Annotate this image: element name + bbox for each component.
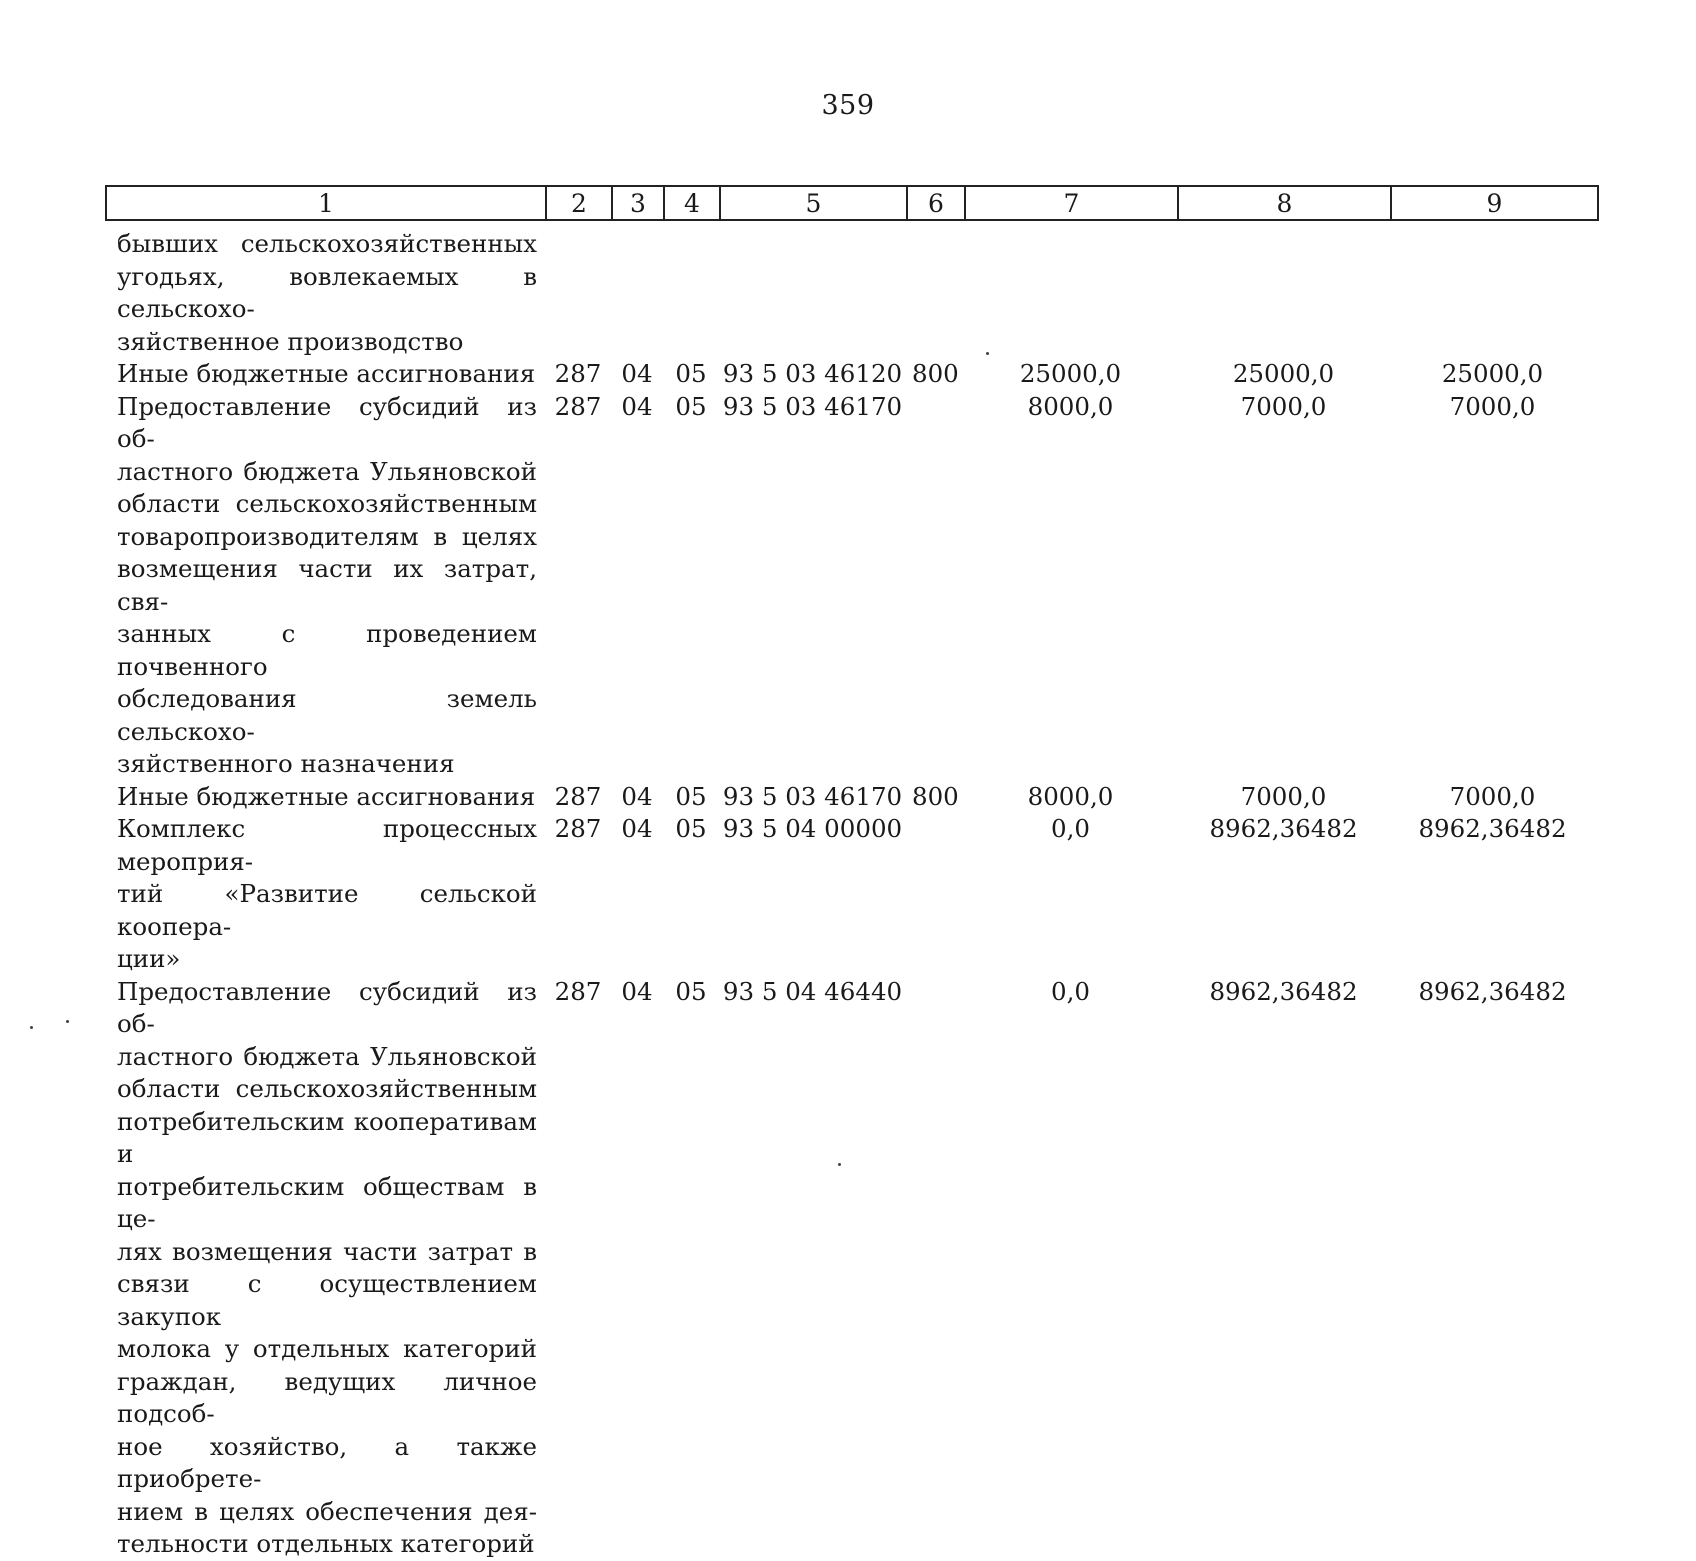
row-subsection-code: 05 xyxy=(675,359,707,388)
row-amount-col-9: 7000,0 xyxy=(1449,781,1536,811)
row-name-line: товаропроизводителям в целях xyxy=(117,521,537,551)
row-name-line: ции» xyxy=(117,944,181,973)
table-row xyxy=(105,976,1595,1561)
table-row xyxy=(105,781,1595,814)
header-col-6: 6 xyxy=(908,187,966,219)
row-name xyxy=(105,358,545,391)
row-amount-col-8: 7000,0 xyxy=(1240,391,1327,421)
scan-speck xyxy=(30,1026,33,1029)
row-name-line: угодьях, вовлекаемых в сельскохо- xyxy=(117,261,537,323)
row-name-line: бывших сельскохозяйственных xyxy=(117,229,537,258)
table-body xyxy=(105,228,1595,1561)
row-expense-type: 800 xyxy=(912,781,959,811)
row-section-code: 04 xyxy=(621,391,653,421)
row-name-line: Комплекс процессных мероприя- xyxy=(117,814,537,876)
row-target-code: 93 5 03 46170 xyxy=(722,391,903,421)
table-row xyxy=(105,358,1595,391)
table-row xyxy=(105,391,1595,781)
row-subsection-code: 05 xyxy=(675,391,707,421)
row-name-line: занных с проведением почвенного xyxy=(117,619,537,681)
row-name-line: связи с осуществлением закупок xyxy=(117,1269,537,1331)
row-amount-col-9: 7000,0 xyxy=(1449,391,1536,421)
header-col-9: 9 xyxy=(1486,188,1503,218)
header-col-3: 3 xyxy=(613,187,665,219)
header-col-1: 1 xyxy=(107,187,547,219)
row-name xyxy=(105,781,545,814)
row-name-line: зяйственное производство xyxy=(117,326,464,356)
row-name xyxy=(105,391,545,781)
row-amount-col-7: 25000,0 xyxy=(1019,359,1122,388)
header-col-5: 5 xyxy=(721,187,908,219)
row-name-line: лях возмещения части затрат в xyxy=(117,1236,537,1266)
row-name xyxy=(105,228,545,358)
row-amount-col-7: 8000,0 xyxy=(1027,391,1114,421)
row-name-line: зяйственного назначения xyxy=(117,749,455,778)
row-section-code: 04 xyxy=(621,976,653,1006)
row-amount-col-8: 7000,0 xyxy=(1240,781,1327,811)
row-name-line: граждан, ведущих личное подсоб- xyxy=(117,1366,537,1428)
row-name-line: тий «Развитие сельской коопера- xyxy=(117,879,537,941)
row-amount-col-7: 0,0 xyxy=(1051,976,1090,1006)
row-name-line: тельности отдельных категорий xyxy=(117,1529,535,1558)
row-name-line: возмещения части их затрат, свя- xyxy=(117,554,537,616)
row-name xyxy=(105,813,545,976)
row-name-line: Иные бюджетные ассигнования xyxy=(117,359,536,388)
row-name-line: ластного бюджета Ульяновской xyxy=(117,1041,537,1071)
header-col-8: 8 xyxy=(1179,187,1392,219)
row-amount-col-7: 8000,0 xyxy=(1027,781,1114,811)
row-name-line: обследования земель сельскохо- xyxy=(117,684,537,746)
row-ministry-code: 287 xyxy=(554,391,602,421)
row-name-line: Предоставление субсидий из об- xyxy=(117,391,537,453)
scan-speck xyxy=(66,1020,69,1023)
row-expense-type: 800 xyxy=(912,359,959,388)
row-name-line: молока у отдельных категорий xyxy=(117,1334,537,1363)
row-amount-col-8: 8962,36482 xyxy=(1209,976,1358,1006)
row-name-line: Иные бюджетные ассигнования xyxy=(117,781,536,811)
row-name-line: ластного бюджета Ульяновской xyxy=(117,456,537,486)
row-target-code: 93 5 03 46170 xyxy=(722,781,903,811)
row-section-code: 04 xyxy=(621,814,653,843)
row-ministry-code: 287 xyxy=(554,976,602,1006)
row-name-line: ное хозяйство, а также приобрете- xyxy=(117,1431,537,1493)
row-amount-col-9: 25000,0 xyxy=(1441,359,1544,388)
header-col-4: 4 xyxy=(665,187,721,219)
table-row xyxy=(105,813,1595,976)
row-name-line: потребительским кооперативам и xyxy=(117,1106,537,1168)
header-col-7: 7 xyxy=(966,187,1179,219)
scan-speck xyxy=(838,1163,841,1166)
row-subsection-code: 05 xyxy=(675,814,707,843)
row-ministry-code: 287 xyxy=(554,814,602,843)
row-name-line: области сельскохозяйственным xyxy=(117,489,537,518)
row-subsection-code: 05 xyxy=(675,781,707,811)
row-name-line: потребительским обществам в це- xyxy=(117,1171,537,1233)
row-name-line: нием в целях обеспечения дея- xyxy=(117,1496,537,1526)
row-name-line: Предоставление субсидий из об- xyxy=(117,976,537,1038)
header-col-2: 2 xyxy=(547,187,613,219)
row-amount-col-9: 8962,36482 xyxy=(1418,976,1567,1006)
row-target-code: 93 5 04 46440 xyxy=(722,976,903,1006)
row-section-code: 04 xyxy=(621,359,653,388)
row-name xyxy=(105,976,545,1561)
scan-speck xyxy=(986,352,989,355)
row-subsection-code: 05 xyxy=(675,976,707,1006)
table-header xyxy=(105,185,1599,221)
row-name-line: области сельскохозяйственным xyxy=(117,1074,537,1103)
row-amount-col-8: 8962,36482 xyxy=(1209,814,1358,843)
row-amount-col-7: 0,0 xyxy=(1051,814,1090,843)
row-target-code: 93 5 04 00000 xyxy=(722,814,903,843)
row-amount-col-8: 25000,0 xyxy=(1232,359,1335,388)
row-target-code: 93 5 03 46120 xyxy=(722,359,903,388)
page-number: 359 xyxy=(821,90,875,121)
row-ministry-code: 287 xyxy=(554,781,602,811)
table-row xyxy=(105,228,1595,358)
row-ministry-code: 287 xyxy=(554,359,602,388)
row-section-code: 04 xyxy=(621,781,653,811)
row-amount-col-9: 8962,36482 xyxy=(1418,814,1567,843)
